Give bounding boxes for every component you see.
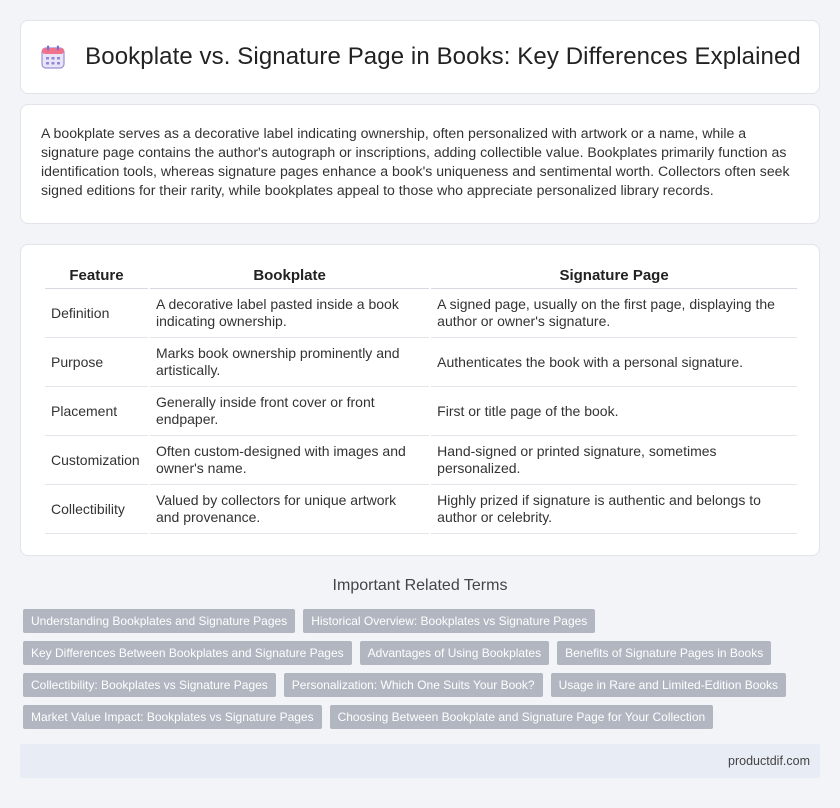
related-term-tag[interactable]: Benefits of Signature Pages in Books	[557, 641, 771, 665]
table-cell-bookplate: Generally inside front cover or front endpaper.	[150, 387, 429, 436]
header-card	[20, 20, 820, 94]
table-cell-bookplate: Valued by collectors for unique artwork and provenance.	[150, 485, 429, 534]
table-cell-bookplate: Marks book ownership prominently and artistically.	[150, 338, 429, 387]
table-header-row	[45, 263, 797, 289]
page-title: Bookplate vs. Signature Page in Books: Key Differences Explained	[85, 43, 801, 70]
table-cell-feature: Purpose	[45, 338, 148, 387]
related-term-tag[interactable]: Collectibility: Bookplates vs Signature Pages	[23, 673, 276, 697]
table-row	[45, 387, 797, 436]
related-term-tag[interactable]: Understanding Bookplates and Signature Pages	[23, 609, 295, 633]
intro-card	[20, 104, 820, 224]
tag-row	[23, 641, 823, 673]
column-header: Feature	[45, 263, 148, 289]
table-row	[45, 436, 797, 485]
table-cell-signature: Authenticates the book with a personal signature.	[431, 338, 797, 387]
intro-paragraph: A bookplate serves as a decorative label indicating ownership, often personalized with artwork or a name, while a signature page contains the author's autograph or inscriptions, adding collectible value. Bookplates primarily function as identification tools, whereas signature pages enhance a book's uniqueness and sentimental worth. Collectors often seek signed editions for their rarity, while bookplates appeal to those who appreciate personalized library records.	[41, 125, 790, 198]
related-term-tag[interactable]: Advantages of Using Bookplates	[360, 641, 549, 665]
related-term-tag[interactable]: Personalization: Which One Suits Your Book?	[284, 673, 543, 697]
table-cell-signature: First or title page of the book.	[431, 387, 797, 436]
tag-row	[23, 609, 823, 641]
table-row	[45, 289, 797, 338]
table-row	[45, 485, 797, 534]
comparison-table	[43, 263, 799, 534]
related-terms-heading: Important Related Terms	[332, 577, 508, 594]
calendar-icon	[39, 43, 67, 71]
table-cell-feature: Collectibility	[45, 485, 148, 534]
related-term-tag[interactable]: Choosing Between Bookplate and Signature Page for Your Collection	[330, 705, 714, 729]
table-cell-feature: Placement	[45, 387, 148, 436]
comparison-card	[20, 244, 820, 556]
table-cell-bookplate: Often custom-designed with images and owner's name.	[150, 436, 429, 485]
related-terms-tags	[23, 609, 823, 737]
table-cell-bookplate: A decorative label pasted inside a book indicating ownership.	[150, 289, 429, 338]
table-row	[45, 338, 797, 387]
table-cell-feature: Customization	[45, 436, 148, 485]
tag-row	[23, 673, 823, 705]
related-term-tag[interactable]: Market Value Impact: Bookplates vs Signature Pages	[23, 705, 322, 729]
footer	[20, 744, 820, 778]
table-cell-signature: A signed page, usually on the first page, displaying the author or owner's signature.	[431, 289, 797, 338]
column-header: Bookplate	[150, 263, 429, 289]
table-cell-feature: Definition	[45, 289, 148, 338]
column-header: Signature Page	[431, 263, 797, 289]
tag-row	[23, 705, 823, 737]
related-term-tag[interactable]: Key Differences Between Bookplates and Signature Pages	[23, 641, 352, 665]
related-term-tag[interactable]: Usage in Rare and Limited-Edition Books	[551, 673, 786, 697]
table-cell-signature: Highly prized if signature is authentic and belongs to author or celebrity.	[431, 485, 797, 534]
footer-site-link[interactable]: productdif.com	[728, 754, 810, 768]
related-term-tag[interactable]: Historical Overview: Bookplates vs Signature Pages	[303, 609, 595, 633]
table-cell-signature: Hand-signed or printed signature, sometimes personalized.	[431, 436, 797, 485]
